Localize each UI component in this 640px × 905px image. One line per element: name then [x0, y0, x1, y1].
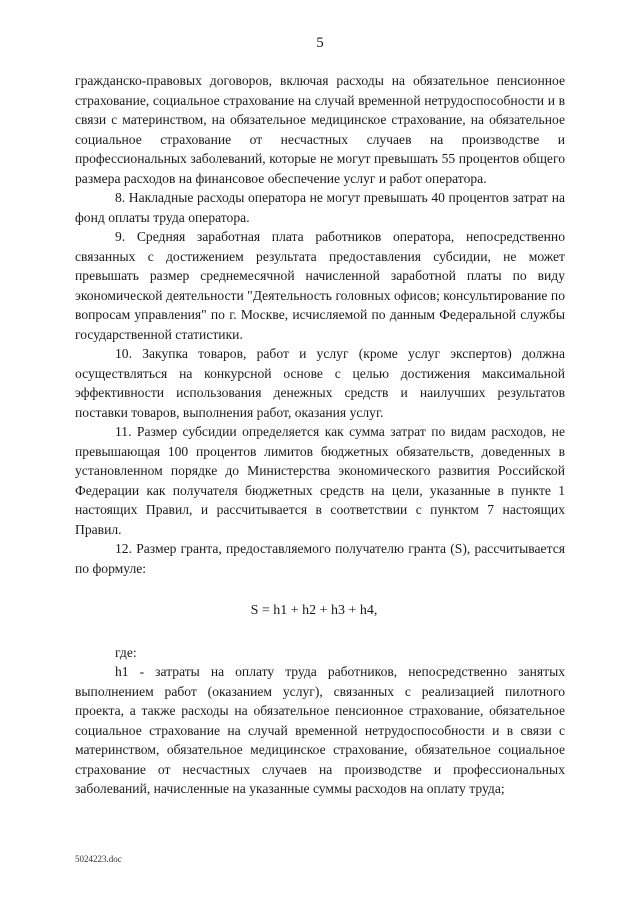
paragraph-8: 8. Накладные расходы оператора не могут превышать 40 процентов затрат на фонд оплаты труда оператора. — [75, 190, 565, 225]
page-number: 5 — [316, 35, 324, 51]
paragraph-continuation: гражданско-правовых договоров, включая расходы на обязательное пенсионное страхование, социальное страхование на случай временной нетрудоспособности и в связи с материнством, на обязательное медицинское страхование, на обязательное социальное страхование от несчастных случаев на производстве и профессиональных заболеваний, которые не могут превышать 55 процентов общего размера расходов на финансовое обеспечение услуг и работ оператора. — [75, 73, 565, 186]
paragraph-12: 12. Размер гранта, предоставляемого получателю гранта (S), рассчитывается по формуле: — [75, 541, 565, 576]
paragraph-9: 9. Средняя заработная плата работников оператора, непосредственно связанных с достижением результата предоставления субсидии, не может превышать размер среднемесячной начисленной заработной платы по виду экономической деятельности "Деятельность головных офисов; консультирование по вопросам управления" по г. Москве, исчисляемой по данным Федеральной службы государственной статистики. — [75, 229, 565, 342]
document-body — [75, 71, 565, 799]
where-label: где: — [115, 644, 137, 660]
h1-definition: h1 - затраты на оплату труда работников, непосредственно занятых выполнением работ (оказанием услуг), связанных с реализацией пилотного проекта, а также расходы на обязательное пенсионное страхование, обязательное социальное страхование на случай временной нетрудоспособности и в связи с материнством, обязательное медицинское страхование, обязательное социальное страхование от несчастных случаев на производстве и профессиональных заболеваний, начисленные на указанные суммы расходов на оплату труда; — [75, 664, 565, 796]
paragraph-11: 11. Размер субсидии определяется как сумма затрат по видам расходов, не превышающая 100 процентов лимитов бюджетных обязательств, доведенных в установленном порядке до Министерства экономического развития Российской Федерации как получателя бюджетных средств на цели, указанные в пункте 1 настоящих Правил, и рассчитывается в соответствии с пунктом 7 настоящих Правил. — [75, 424, 565, 537]
file-name-footer: 5024223.doc — [75, 854, 122, 864]
paragraph-10: 10. Закупка товаров, работ и услуг (кроме услуг экспертов) должна осуществляться на конкурсной основе с целью достижения максимальной эффективности использования денежных средств и наилучших результатов поставки товаров, выполнения работ, оказания услуг. — [75, 346, 565, 420]
grant-formula: S = h1 + h2 + h3 + h4, — [250, 603, 378, 618]
